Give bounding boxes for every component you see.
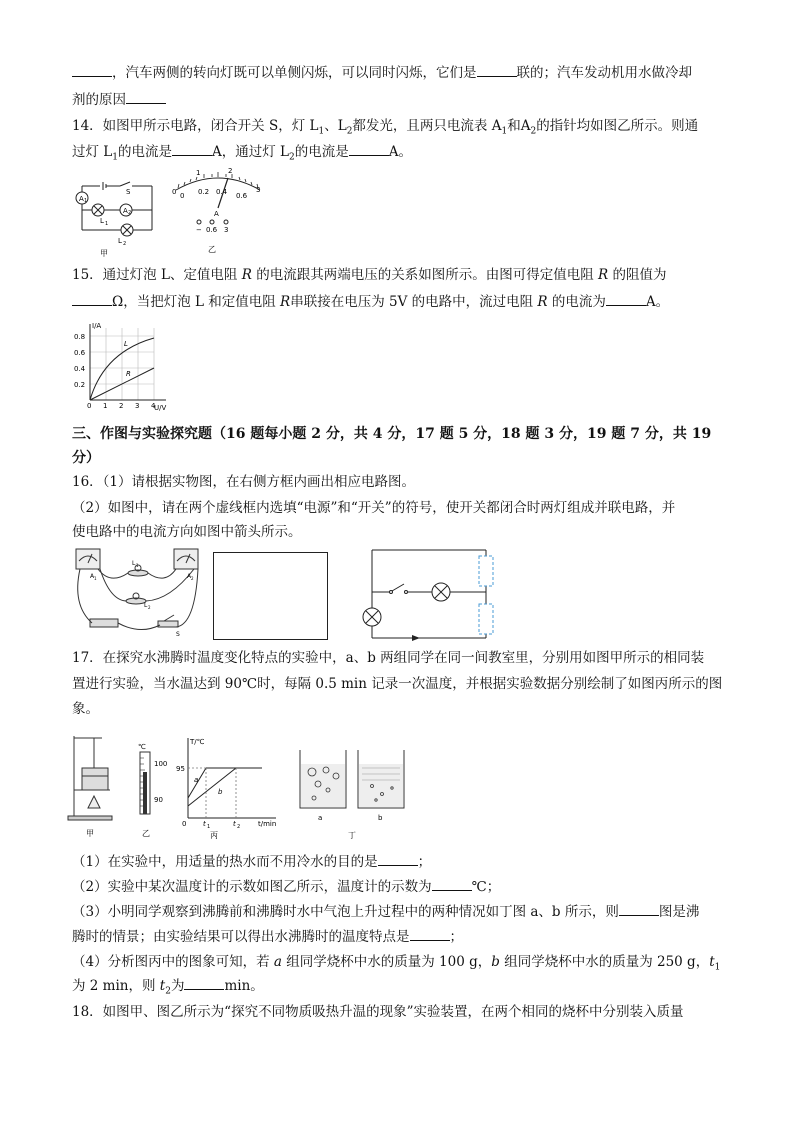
svg-text:b: b [378, 814, 383, 822]
answer-blank[interactable] [606, 292, 646, 306]
figure-14-jia-circuit [70, 180, 160, 260]
figure-17-ding-beakers [296, 746, 416, 842]
figure-17-jia-apparatus [66, 732, 116, 840]
svg-text:L: L [144, 602, 148, 609]
svg-text:S: S [176, 631, 180, 638]
svg-text:0.6: 0.6 [206, 226, 218, 234]
svg-text:L: L [124, 340, 128, 348]
question-15: 15．通过灯泡 L、定值电阻 R 的电流跟其两端电压的关系如图所示。由图可得定值电阻 R 的阻值为 [72, 267, 667, 283]
svg-text:0.8: 0.8 [74, 333, 86, 341]
question-14: 14．如图甲所示电路，闭合开关 S，灯 $L_1$、$L_2$都发光，且两只电流表 $A_1$和$A_2$的指针均如图乙所示。则通 [72, 118, 699, 137]
svg-text:3: 3 [135, 402, 140, 410]
figure-15-iu-graph [70, 322, 180, 414]
question-17: 17．在探究水沸腾时温度变化特点的实验中，a、b 两组同学在同一间教室里，分别用如图甲所示的相同装 [72, 650, 705, 666]
switch-label: S [126, 188, 131, 196]
answer-blank[interactable] [378, 852, 418, 866]
lamp-l1-label: L [100, 217, 104, 225]
svg-text:2: 2 [148, 605, 151, 610]
question-17-1: （1）在实验中，用适量的热水而不用冷水的目的是 ； [72, 854, 432, 870]
svg-text:1: 1 [103, 402, 108, 410]
figure-caption: 丁 [348, 831, 356, 840]
question-17-4: （4）分析图丙中的图象可知，若 a 组同学烧杯中水的质量为 100 g，b 组同学烧杯中水的质量为 250 g，$t_1$ [72, 954, 721, 973]
svg-text:t: t [203, 820, 206, 828]
answer-blank[interactable] [72, 292, 112, 306]
svg-text:1: 1 [136, 563, 139, 568]
section-3-heading-cont: 分） [72, 450, 100, 466]
question-14-cont: 过灯 $L_1$的电流是 A，通过灯 $L_2$的电流是 A。 [72, 144, 412, 163]
answer-blank[interactable] [172, 142, 212, 156]
question-16-part2: （2）如图中，请在两个虚线框内选填“电源”和“开关”的符号，使开关都闭合时两灯组成并联电路，并 [72, 500, 676, 516]
figure-caption: 甲 [100, 249, 108, 258]
question-17-3-cont: 腾时的情景；由实验结果可以得出水沸腾时的温度特点是 ； [72, 929, 463, 945]
svg-text:1: 1 [84, 198, 88, 204]
svg-text:0.6: 0.6 [74, 349, 86, 357]
drawing-answer-box[interactable] [213, 552, 328, 640]
svg-text:100: 100 [154, 760, 168, 768]
question-17-2: （2）实验中某次温度计的示数如图乙所示，温度计的示数为 ℃； [72, 879, 501, 895]
answer-blank[interactable] [432, 877, 472, 891]
question-16-part2-cont: 使电路中的电流方向如图中箭头所示。 [72, 524, 302, 540]
figure-caption: 乙 [142, 829, 150, 838]
svg-text:3: 3 [256, 186, 261, 194]
question-15-cont: Ω，当把灯泡 L 和定值电阻 R串联接在电压为 5V 的电路中，流过电阻 R 的电流为 A。 [72, 291, 734, 313]
svg-text:3: 3 [224, 226, 229, 234]
svg-text:A: A [214, 210, 219, 218]
figure-caption: 丙 [210, 831, 218, 840]
figure-14-yi-ammeter [168, 168, 268, 258]
svg-text:−: − [196, 226, 202, 234]
answer-blank[interactable] [72, 63, 112, 77]
svg-text:2: 2 [191, 576, 194, 581]
ammeter-a2-label: A [123, 207, 128, 215]
svg-text:I/A: I/A [92, 322, 102, 330]
svg-text:0.4: 0.4 [216, 188, 228, 196]
svg-text:0.2: 0.2 [198, 188, 210, 196]
text-line: 剂的原因 [72, 89, 734, 111]
answer-blank[interactable] [126, 90, 166, 104]
figure-17-yi-thermometer [128, 742, 178, 840]
svg-text:1: 1 [207, 824, 211, 830]
question-17-4-cont: 为 2 min，则 $t_2$为 min。 [72, 978, 264, 997]
svg-text:0: 0 [87, 402, 92, 410]
svg-text:b: b [218, 788, 223, 796]
figure-17-bing-graph [176, 734, 286, 840]
svg-text:T/℃: T/℃ [190, 738, 205, 746]
svg-text:0.6: 0.6 [236, 192, 248, 200]
svg-text:2: 2 [119, 402, 124, 410]
svg-text:t: t [233, 820, 236, 828]
svg-text:t/min: t/min [258, 820, 277, 828]
svg-text:0.4: 0.4 [74, 365, 86, 373]
svg-text:0: 0 [180, 192, 185, 200]
answer-blank[interactable] [349, 142, 389, 156]
question-17-cont2: 象。 [72, 701, 99, 717]
svg-text:R: R [126, 370, 131, 378]
svg-text:0.2: 0.2 [74, 381, 86, 389]
svg-text:4: 4 [151, 402, 156, 410]
answer-blank[interactable] [184, 976, 224, 990]
svg-text:90: 90 [154, 796, 163, 804]
svg-text:95: 95 [176, 765, 185, 773]
svg-text:2: 2 [128, 210, 132, 216]
section-3-heading: 三、作图与实验探究题（16 题每小题 2 分，共 4 分，17 题 5 分，18 题 3 分，19 题 7 分，共 19 [72, 426, 712, 442]
svg-text:A: A [187, 573, 192, 580]
svg-text:2: 2 [123, 241, 127, 247]
question-17-3: （3）小明同学观察到沸腾前和沸腾时水中气泡上升过程中的两种情况如丁图 a、b 所示，则 图是沸 [72, 904, 700, 920]
svg-text:0: 0 [172, 188, 177, 196]
svg-text:U/V: U/V [154, 404, 167, 412]
figure-16-physical-circuit [70, 545, 200, 640]
figure-caption: 乙 [208, 245, 216, 254]
svg-text:2: 2 [237, 824, 241, 830]
svg-text:1: 1 [196, 169, 201, 177]
ammeter-a1-label: A [79, 195, 84, 203]
text-line: ，汽车两侧的转向灯既可以单侧闪烁，可以同时闪烁，它们是 联的；汽车发动机用水做冷却 [72, 62, 734, 84]
svg-text:2: 2 [228, 167, 233, 175]
svg-text:A: A [90, 573, 95, 580]
question-16: 16．（1）请根据实物图，在右侧方框内画出相应电路图。 [72, 474, 416, 490]
answer-blank[interactable] [410, 927, 450, 941]
figure-16-parallel-circuit [360, 546, 500, 641]
svg-text:a: a [318, 814, 323, 822]
figure-caption: 甲 [86, 829, 94, 838]
svg-text:1: 1 [94, 576, 97, 581]
svg-text:1: 1 [105, 221, 109, 227]
answer-blank[interactable] [619, 902, 659, 916]
svg-text:L: L [132, 560, 136, 567]
question-17-cont: 置进行实验，当水温达到 90℃时，每隔 0.5 min 记录一次温度，并根据实验数据分别绘制了如图丙所示的图 [72, 676, 723, 692]
answer-blank[interactable] [477, 63, 517, 77]
svg-text:a: a [194, 776, 199, 784]
svg-text:℃: ℃ [138, 743, 146, 751]
question-18: 18．如图甲、图乙所示为“探究不同物质吸热升温的现象”实验装置，在两个相同的烧杯中分别装入质量 [72, 1004, 684, 1020]
lamp-l2-label: L [118, 237, 122, 245]
svg-text:0: 0 [182, 820, 187, 828]
